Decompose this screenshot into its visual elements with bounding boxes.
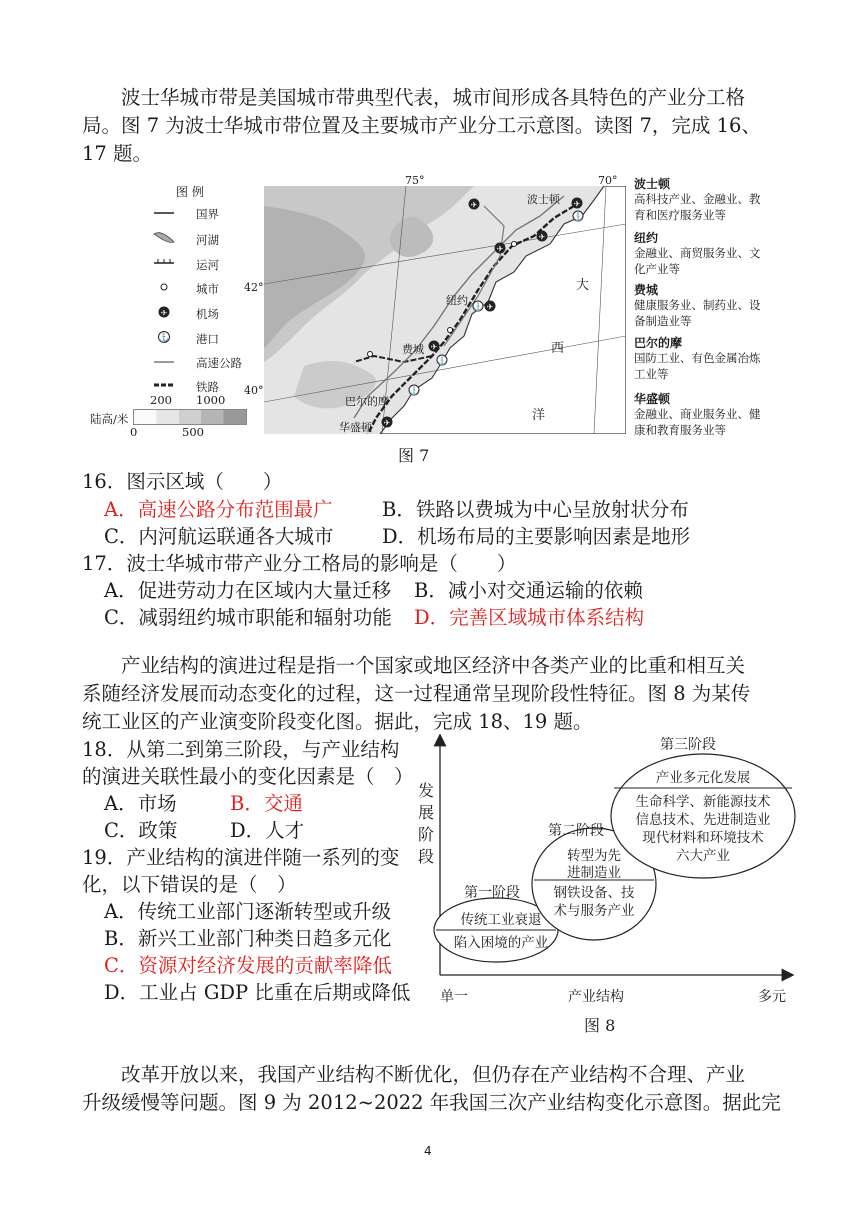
lon-70: 70°: [598, 174, 618, 187]
ocean-char-xi: 西: [551, 341, 565, 356]
svg-text:✈: ✈: [160, 308, 168, 318]
stage1-top: 传统工业衰退: [460, 912, 542, 928]
page-number: 4: [424, 1144, 432, 1158]
legend-title: 图 例: [176, 185, 204, 199]
svg-text:✈: ✈: [486, 302, 494, 312]
city-name-washington: 华盛顿: [634, 392, 671, 406]
map-philadelphia: 费城: [402, 343, 424, 356]
lat-40: 40°: [244, 384, 264, 397]
city-desc-boston: 高科技产业、金融业、教育和医疗服务业等: [634, 192, 761, 222]
x-axis-left: 单一: [440, 989, 468, 1005]
svg-text:⚓: ⚓: [158, 333, 170, 344]
q17-option-a: A．促进劳动力在区域内大量迁移: [104, 579, 392, 602]
svg-text:✈: ✈: [430, 342, 438, 352]
svg-text:✈: ✈: [573, 199, 581, 209]
q18-option-b: B．交通: [230, 792, 303, 815]
x-axis-right: 多元: [758, 989, 786, 1005]
map-washington: 华盛顿: [339, 421, 372, 434]
svg-text:⚓: ⚓: [473, 302, 483, 312]
svg-text:✈: ✈: [538, 232, 546, 242]
stage3-line2: 信息技术、先进制造业: [635, 812, 771, 828]
map-boston: 波士顿: [527, 193, 560, 206]
elev-tick-500: 500: [182, 425, 204, 439]
intro-paragraph-1-line2: 局。图 7 为波士华城市带位置及主要城市产业分工示意图。读图 7，完成 16、: [82, 114, 761, 137]
elev-tick-1000: 1000: [196, 393, 226, 407]
x-axis-mid: 产业结构: [568, 989, 624, 1005]
ocean-char-yang: 洋: [532, 408, 546, 423]
q19-option-b: B．新兴工业部门种类日趋多元化: [104, 927, 392, 950]
intro-paragraph-3-line2: 升级缓慢等问题。图 9 为 2012~2022 年我国三次产业结构变化示意图。据此完: [82, 1091, 781, 1114]
map-newyork: 纽约: [446, 294, 468, 307]
stage1-label: 第一阶段: [464, 885, 520, 901]
q16-stem: 16．图示区域（ ）: [82, 470, 283, 493]
q17-option-c: C．减弱纽约城市职能和辐射功能: [104, 606, 392, 629]
q18-option-d: D．人才: [230, 819, 305, 842]
elev-tick-0: 0: [130, 425, 138, 439]
legend-city: 城市: [196, 282, 219, 296]
elev-tick-200: 200: [150, 393, 172, 407]
q16-option-d: D．机场布局的主要影响因素是地形: [382, 525, 691, 548]
legend-highway: 高速公路: [196, 356, 242, 370]
q18-stem-line1: 18．从第二到第三阶段，与产业结构: [82, 738, 400, 761]
svg-text:⚓: ⚓: [573, 212, 583, 222]
intro-paragraph-2-line2: 系随经济发展而动态变化的过程，这一过程通常呈现阶段性特征。图 8 为某传: [82, 682, 751, 705]
q19-option-a: A．传统工业部门逐渐转型或升级: [104, 900, 392, 923]
q17-stem: 17．波士华城市带产业分工格局的影响是（ ）: [82, 552, 517, 575]
figure-8-caption: 图 8: [584, 1016, 616, 1035]
y-axis-char-2: 展: [418, 803, 435, 822]
city-name-newyork: 纽约: [634, 231, 659, 245]
legend-lake: 河湖: [196, 233, 219, 247]
stage2-top2: 进制造业: [567, 865, 621, 881]
city-name-baltimore: 巴尔的摩: [634, 336, 683, 350]
intro-paragraph-1: 波士华城市带是美国城市带典型代表，城市间形成各具特色的产业分工格: [121, 86, 746, 109]
intro-paragraph-2: 产业结构的演进过程是指一个国家或地区经济中各类产业的比重和相互关: [121, 654, 746, 677]
city-desc-washington: 金融业、商业服务业、健康和教育服务业等: [634, 407, 761, 437]
svg-text:✈: ✈: [383, 418, 391, 428]
q19-option-d: D．工业占 GDP 比重在后期或降低: [104, 981, 411, 1004]
stage2-bottom1: 钢铁设备、技: [553, 885, 635, 901]
q19-option-c: C．资源对经济发展的贡献率降低: [104, 954, 392, 977]
lon-75: 75°: [405, 174, 425, 187]
q18-stem-line2: 的演进关联性最小的变化因素是（ ）: [82, 765, 414, 788]
city-desc-philadelphia: 健康服务业、制药业、设备制造业等: [634, 298, 761, 328]
city-desc-newyork: 金融业、商贸服务业、文化产业等: [634, 246, 761, 276]
svg-text:✈: ✈: [470, 200, 478, 210]
stage2-bottom2: 术与服务产业: [553, 903, 635, 919]
city-name-philadelphia: 费城: [634, 283, 659, 297]
legend-airport: 机场: [196, 307, 219, 321]
y-axis-char-3: 阶: [418, 825, 435, 844]
elev-label: 陆高/米: [90, 412, 129, 426]
q16-option-b: B．铁路以费城为中心呈放射状分布: [382, 498, 689, 521]
stage3-label: 第三阶段: [660, 737, 716, 753]
stage2-top1: 转型为先: [567, 848, 621, 864]
svg-text:⚓: ⚓: [437, 356, 447, 366]
intro-paragraph-3: 改革开放以来，我国产业结构不断优化，但仍存在产业结构不合理、产业: [121, 1063, 746, 1086]
legend-canal: 运河: [196, 258, 219, 272]
stage1-bottom: 陷入困境的产业: [453, 935, 549, 951]
legend-border: 国界: [196, 207, 219, 221]
legend-port: 港口: [196, 332, 219, 346]
q19-stem-line2: 化，以下错误的是（ ）: [82, 873, 297, 896]
city-desc-baltimore: 国防工业、有色金属冶炼工业等: [634, 351, 761, 381]
stage3-top: 产业多元化发展: [655, 770, 751, 786]
intro-paragraph-2-line3: 统工业区的产业演变阶段变化图。据此，完成 18、19 题。: [82, 710, 593, 733]
stage2-label: 第二阶段: [548, 823, 604, 839]
figure-7-caption: 图 7: [398, 446, 430, 465]
legend-railway: 铁路: [196, 380, 219, 394]
q18-option-a: A．市场: [104, 792, 177, 815]
y-axis-char-4: 段: [418, 847, 435, 866]
intro-paragraph-1-line3: 17 题。: [82, 142, 153, 165]
stage3-line4: 六大产业: [676, 848, 730, 864]
y-axis-char-1: 发: [418, 781, 435, 800]
q16-option-a: A．高速公路分布范围最广: [104, 498, 333, 521]
q16-option-c: C．内河航运联通各大城市: [104, 525, 334, 548]
ocean-char-da: 大: [576, 278, 590, 293]
lat-42: 42°: [244, 281, 264, 294]
svg-text:✈: ✈: [496, 244, 504, 254]
map-baltimore: 巴尔的摩: [345, 395, 389, 408]
city-name-boston: 波士顿: [634, 177, 671, 191]
q17-option-b: B．减小对交通运输的依赖: [414, 579, 643, 602]
stage3-line1: 生命科学、新能源技术: [635, 794, 771, 810]
svg-text:⚓: ⚓: [409, 386, 419, 396]
q19-stem-line1: 19．产业结构的演进伴随一系列的变: [82, 846, 400, 869]
stage3-line3: 现代材料和环境技术: [642, 830, 764, 846]
q18-option-c: C．政策: [104, 819, 178, 842]
q17-option-d: D．完善区域城市体系结构: [414, 606, 645, 629]
